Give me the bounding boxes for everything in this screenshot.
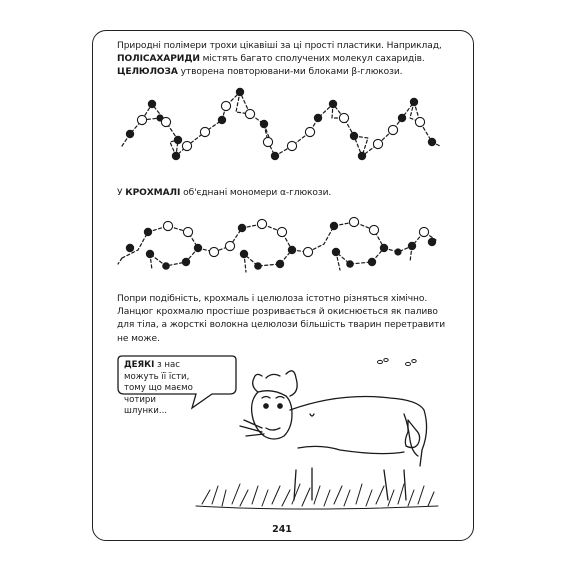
flies-icon xyxy=(378,359,417,366)
speech-rest: з нас можуть її їсти, тому що маємо чотири шлунки... xyxy=(124,360,193,416)
paragraph-comparison: Попри подібність, крохмаль і целюлоза істотно різняться хімічно. Ланцюг крохмалю простіше розривається й окиснюється як паливо для тіла, а жорсткі волокна целюлози більшість тварин перетравити не може. xyxy=(117,294,446,344)
text-span: утворена повторювани-ми блоками β-глюкози. xyxy=(177,67,403,78)
grass-illustration xyxy=(196,484,438,509)
text-span: Природні полімери трохи цікавіші за ці прості пластики. Наприклад, xyxy=(117,41,442,51)
text-span: об'єднані мономери α-глюкози. xyxy=(180,188,332,198)
page-number: 241 xyxy=(272,524,292,535)
term-cellulose: ЦЕЛЮЛОЗА xyxy=(117,67,178,78)
term-starch: КРОХМАЛІ xyxy=(125,188,181,198)
speech-bubble-text xyxy=(124,360,198,418)
speech-emphasis: ДЕЯКІ xyxy=(124,360,155,370)
term-polysaccharides: ПОЛІСАХАРИДИ xyxy=(117,54,200,65)
text-span: містять багато сполучених молекул сахаридів. xyxy=(199,54,425,65)
text-span: У xyxy=(117,188,126,198)
cow-body xyxy=(240,371,427,500)
